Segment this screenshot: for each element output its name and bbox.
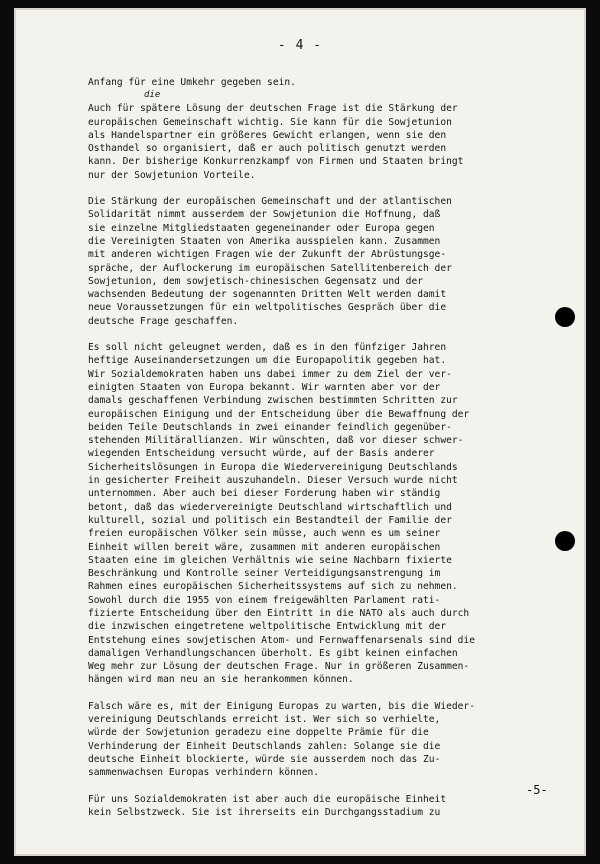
document-body xyxy=(88,76,528,819)
paragraph-3: Die Stärkung der europäischen Gemeinschaft und der atlantischen Solidarität nimmt ausserdem der Sowjetunion die Hoffnung, daß sie einzelne Mitgliedstaaten gegeneinander oder Europa gegen die Vereinigten Staaten von Amerika ausspielen kann. Zusammen mit anderen wichtigen Fragen wie der Zukunft der Abrüstungsge- spräche, der Auflockerung im europäischen Satellitenbereich der Sowjetunion, dem sowjetisch-chinesischen Gegensatz und der wachsenden Bedeutung der sogenannten Dritten Welt werden damit neue Voraussetzungen für ein weltpolitisches Gespräch über die deutsche Frage geschaffen. xyxy=(88,196,452,327)
punch-hole-bottom xyxy=(555,531,575,551)
paragraph-1: Anfang für eine Umkehr gegeben sein. xyxy=(88,77,296,88)
handwritten-insert: die xyxy=(144,90,161,100)
paragraph-6: Für uns Sozialdemokraten ist aber auch die europäische Einheit kein Selbstzweck. Sie ist ihrerseits ein Durchgangsstadium zu xyxy=(88,793,447,818)
next-page-marker: -5- xyxy=(526,783,548,797)
punch-hole-top xyxy=(555,307,575,327)
paragraph-2: Auch für spätere Lösung der deutschen Frage ist die Stärkung der europäischen Gemeinschaft wichtig. Sie kann für die Sowjetunion als Handelspartner ein größeres Gewicht erlangen, wenn sie den Osthandel so organisiert, daß er auch politisch genutzt werden kann. Der bisherige Konkurrenzkampf von Firmen und Staaten bringt nur der Sowjetunion Vorteile. xyxy=(88,103,464,181)
paragraph-4: Es soll nicht geleugnet werden, daß es in den fünfziger Jahren heftige Auseinandersetzungen um die Europapolitik gegeben hat. Wir Sozialdemokraten haben uns dabei immer zu dem Ziel der ver- einigten Staaten von Europa bekannt. Wir warnten aber vor der damals geschaffenen Verbindung zwischen bestimmten Schritten zur europäischen Einigung und der Entscheidung über die Bewaffnung der beiden Teile Deutschlands in zwei einander feindlich gegenüber- stehenden Militärallianzen. Wir wünschten, daß vor dieser schwer- wiegenden Entscheidung versucht würde, auf der Basis anderer Sicherheitslösungen in Europa die Wiedervereinigung Deutschlands in gesicherter Freiheit auszuhandeln. Dieser Versuch wurde nicht unternommen. Aber auch bei dieser Forderung haben wir ständig betont, daß das wiedervereinigte Deutschland wirtschaftlich und kulturell, sozial und politisch ein Bestandteil der Familie der freien europäischen Völker sein müsse, auch wenn es um seiner Einheit willen bereit wäre, zusammen mit anderen europäischen Staaten eine im gleichen Verhältnis wie seine Nachbarn fixierte Beschränkung und Kontrolle seiner Verteidigungsanstrengung im Rahmen eines europäischen Sicherheitssystems auf sich zu nehmen. Sowohl durch die 1955 von einem freigewählten Parlament rati- fizierte Entscheidung über den Eintritt in die NATO als auch durch die inzwischen eingetretene weltpolitische Entwicklung mit der Entstehung eines sowjetischen Atom- und Fernwaffenarsenals sind die damaligen Verhandlungschancen überholt. Es gibt keinen einfachen Weg mehr zur Lösung der deutschen Frage. Nur in größeren Zusammen- hängen wird man neu an sie herankommen können. xyxy=(88,342,475,686)
paragraph-5: Falsch wäre es, mit der Einigung Europas zu warten, bis die Wieder- vereinigung Deutschlands erreicht ist. Wer sich so verhielte, würde der Sowjetunion geradezu eine doppelte Prämie für die Verhinderung der Einheit Deutschlands zahlen: Solange sie die deutsche Einheit blockierte, würde sie ausserdem noch das Zu- sammenwachsen Europas verhindern können. xyxy=(88,700,475,779)
page-number: - 4 - xyxy=(277,38,323,53)
